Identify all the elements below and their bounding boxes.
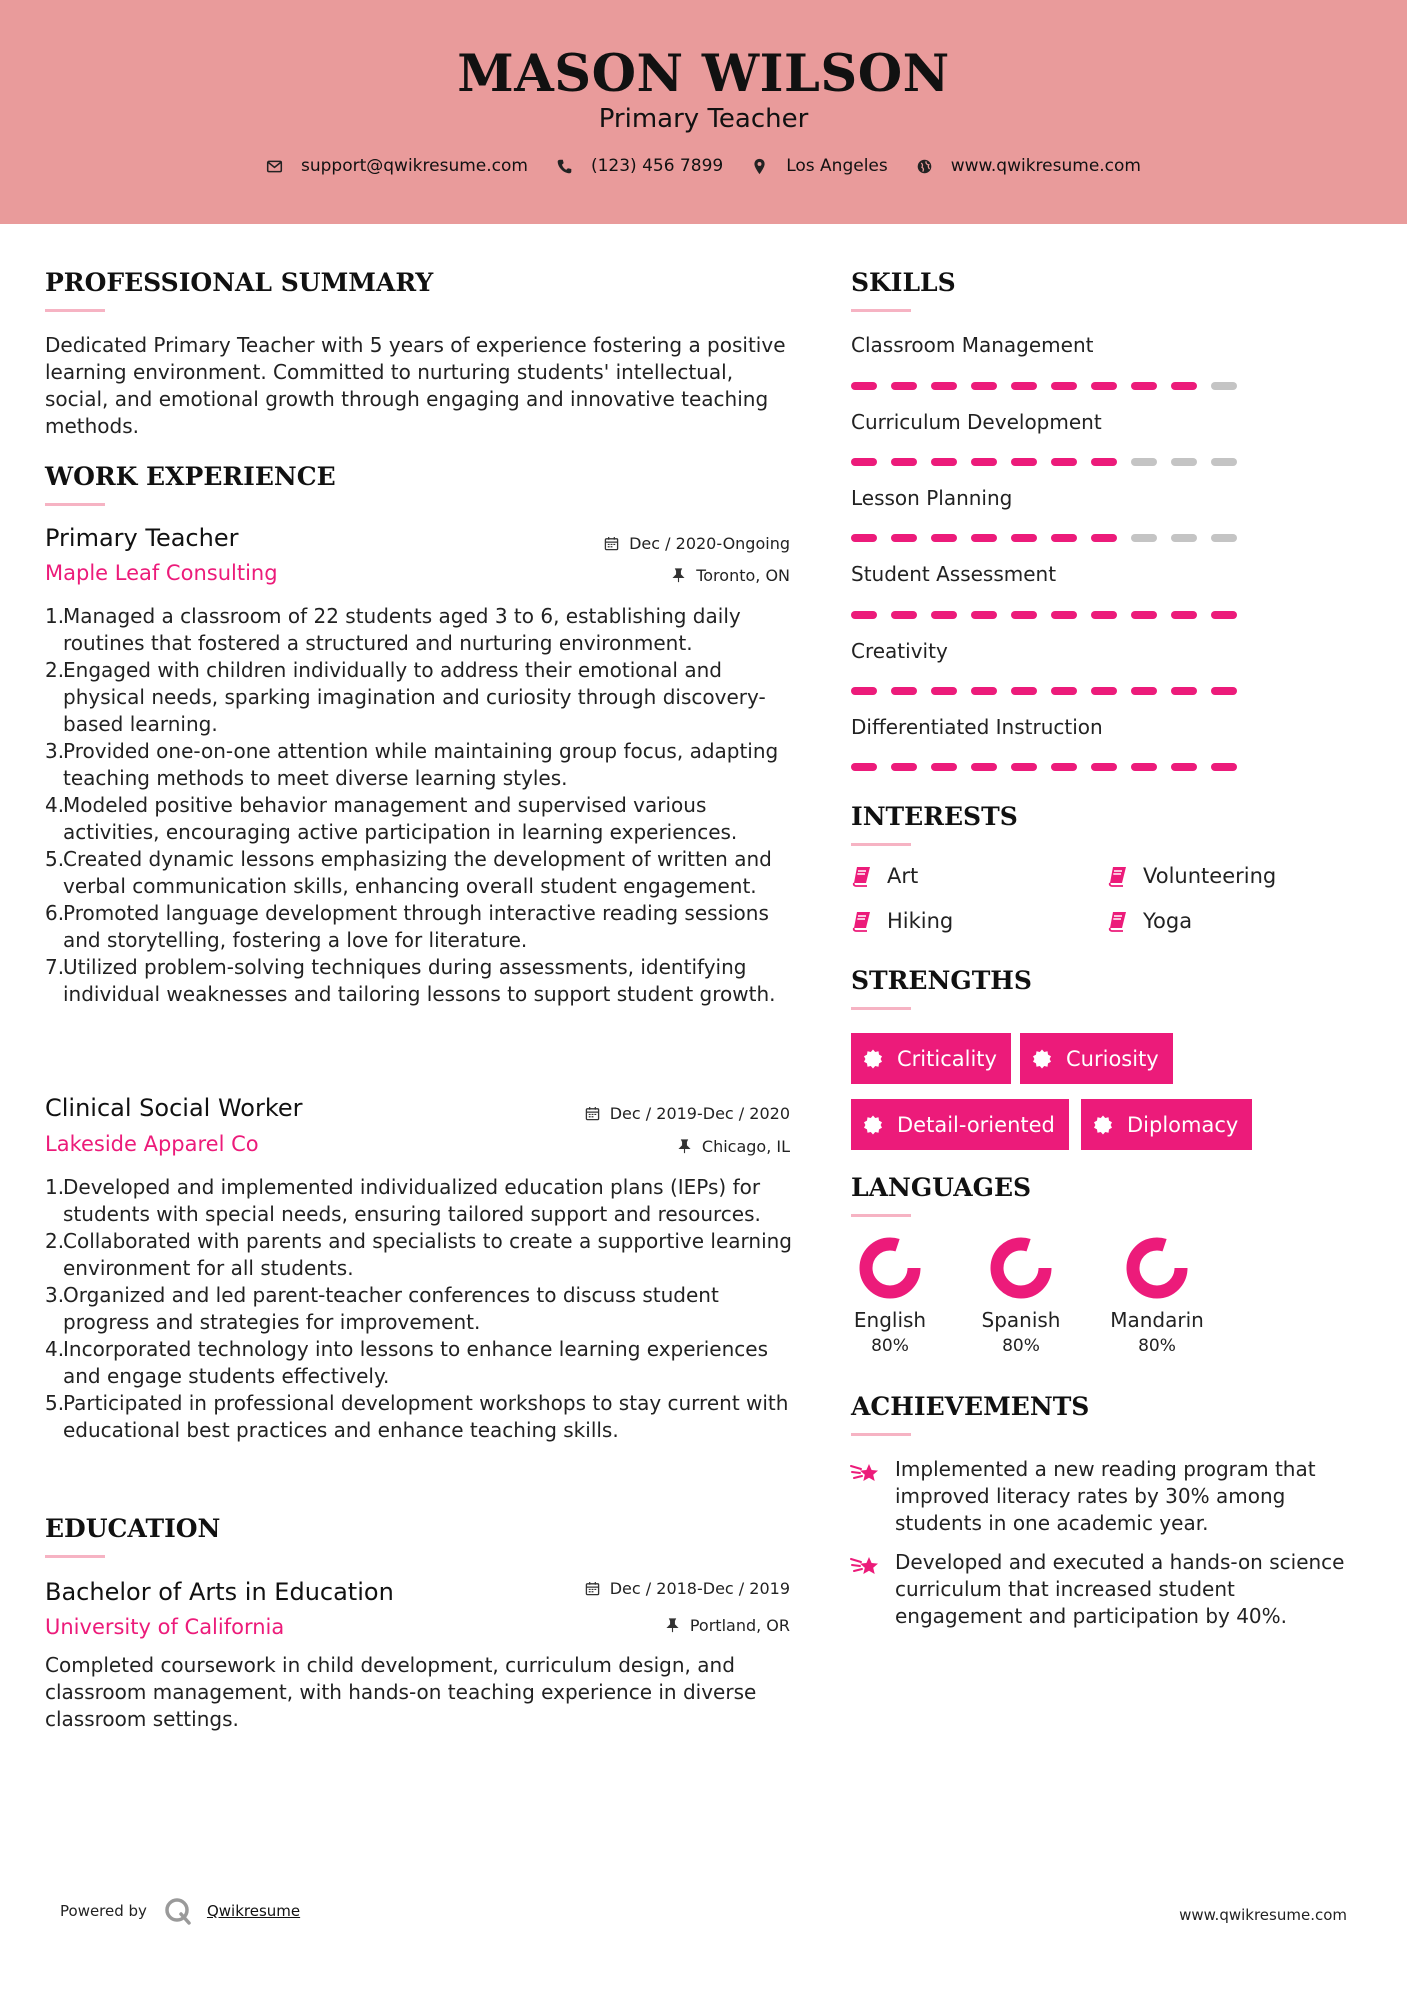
skill-segment-filled [891, 382, 917, 390]
skill-segment-filled [1131, 611, 1157, 619]
job-duties-list [45, 1174, 795, 1444]
phone-icon [556, 158, 573, 175]
list-item: 3. Provided one-on-one attention while maintaining group focus, adapting teaching methods to meet diverse learning styles. [45, 739, 779, 790]
job-location-text: Toronto, ON [696, 566, 790, 585]
languages-underline [851, 1214, 911, 1217]
pushpin-icon [677, 1139, 692, 1154]
skill-name: Student Assessment [851, 562, 1057, 586]
skill-segment-filled [1011, 458, 1037, 466]
job-company: Maple Leaf Consulting [45, 561, 278, 585]
education-date [585, 1579, 790, 1598]
phone-text: (123) 456 7899 [590, 156, 724, 176]
summary-text: Dedicated Primary Teacher with 5 years of experience fostering a positive learning environment. Committed to nurturing students' intellectual, social, and emotional growth through engaging and innovative teaching methods. [45, 333, 786, 438]
job-date [604, 534, 790, 553]
badge-icon [1093, 1115, 1113, 1135]
email-icon [266, 158, 283, 175]
footer-url[interactable]: www.qwikresume.com [1179, 1906, 1347, 1924]
skill-segment-filled [931, 687, 957, 695]
strength-tag: Criticality [851, 1033, 1011, 1084]
interest-item: Art [851, 864, 918, 888]
shooting-star-icon [849, 1458, 881, 1490]
job-role: Clinical Social Worker [45, 1094, 303, 1122]
skill-segment-filled [971, 382, 997, 390]
summary-underline [45, 309, 105, 312]
skill-segment-filled [1051, 458, 1077, 466]
interest-item: Hiking [851, 909, 953, 933]
skill-segment-filled [1091, 611, 1117, 619]
list-item: 2. Collaborated with parents and specialists to create a supportive learning environment for all students. [45, 1229, 792, 1280]
language-percent: 80% [1138, 1336, 1176, 1356]
strengths-heading: STRENGTHS [851, 966, 1032, 995]
list-item: 1. Developed and implemented individualized education plans (IEPs) for students with special needs, ensuring tailored support and resources. [45, 1175, 761, 1226]
book-icon [851, 865, 873, 887]
calendar-icon [604, 536, 619, 551]
candidate-name: MASON WILSON [457, 44, 950, 104]
list-item: 4. Modeled positive behavior management and supervised various activities, encouraging active participation in learning experiences. [45, 793, 738, 844]
skill-segment-filled [891, 458, 917, 466]
skill-segment-filled [1211, 611, 1237, 619]
education-location [665, 1616, 790, 1635]
skill-segment-filled [1051, 382, 1077, 390]
skill-segment-filled [1211, 763, 1237, 771]
job-date [585, 1104, 790, 1123]
education-school: University of California [45, 1615, 285, 1639]
skill-segment-filled [1051, 687, 1077, 695]
skill-segment-filled [1091, 687, 1117, 695]
candidate-title: Primary Teacher [598, 104, 809, 134]
achievement-text: Implemented a new reading program that improved literacy rates by 30% among students in one academic year. [895, 1457, 1316, 1535]
skill-segment-filled [891, 763, 917, 771]
education-underline [45, 1555, 105, 1558]
contact-bar [0, 156, 1407, 176]
list-item: 1. Managed a classroom of 22 students aged 3 to 6, establishing daily routines that fostered a structured and nurturing environment. [45, 604, 741, 655]
language-progress-arc [997, 1244, 1045, 1292]
job-location-text: Chicago, IL [701, 1137, 790, 1156]
list-item: 4. Incorporated technology into lessons to enhance learning experiences and engage students effectively. [45, 1337, 769, 1388]
language-progress-ring [989, 1236, 1053, 1300]
job-duties-list [45, 603, 795, 1008]
map-pin-icon [751, 158, 768, 175]
achievement-item [849, 1456, 1359, 1537]
language-percent: 80% [871, 1336, 909, 1356]
language-progress-arc [1133, 1244, 1181, 1292]
interest-item: Yoga [1107, 909, 1192, 933]
list-item: 3. Organized and led parent-teacher conferences to discuss student progress and strategies for improvement. [45, 1283, 719, 1334]
skill-segment-filled [971, 534, 997, 542]
skill-name: Differentiated Instruction [851, 715, 1103, 739]
footer-powered-by [60, 1896, 300, 1926]
language-name: English [853, 1308, 927, 1332]
skill-name: Creativity [851, 639, 948, 663]
language-progress-ring [1125, 1236, 1189, 1300]
skill-segment-empty [1211, 534, 1237, 542]
strengths-underline [851, 1007, 911, 1010]
education-degree: Bachelor of Arts in Education [45, 1578, 394, 1606]
skill-segment-filled [851, 458, 877, 466]
strength-tag: Curiosity [1020, 1033, 1173, 1084]
job-date-text: Dec / 2019-Dec / 2020 [609, 1104, 790, 1123]
email-text: support@qwikresume.com [301, 156, 528, 176]
website-text: www.qwikresume.com [950, 156, 1141, 176]
list-item: 7. Utilized problem-solving techniques during assessments, identifying individual weaknesses and tailoring lessons to support student growth. [45, 955, 776, 1006]
language-name: Mandarin [1110, 1308, 1204, 1332]
book-icon [851, 910, 873, 932]
skill-name: Curriculum Development [851, 410, 1102, 434]
qwikresume-logo-icon [163, 1896, 193, 1926]
skill-segment-filled [1011, 763, 1037, 771]
skill-segment-empty [1131, 534, 1157, 542]
skill-segment-filled [971, 763, 997, 771]
book-icon [1107, 865, 1129, 887]
achievement-text: Developed and executed a hands-on science curriculum that increased student engagement and participation by 40%. [895, 1550, 1345, 1628]
skills-underline [851, 309, 911, 312]
shooting-star-icon [849, 1551, 881, 1583]
strength-tag: Diplomacy [1081, 1099, 1252, 1150]
skill-bar [851, 382, 1237, 390]
skill-segment-filled [1091, 382, 1117, 390]
language-percent: 80% [1002, 1336, 1040, 1356]
skill-segment-filled [931, 763, 957, 771]
brand-link[interactable]: Qwikresume [206, 1902, 301, 1920]
skill-segment-filled [1011, 382, 1037, 390]
skills-heading: SKILLS [851, 268, 956, 297]
education-location-text: Portland, OR [689, 1616, 790, 1635]
skill-segment-filled [1131, 382, 1157, 390]
skill-segment-filled [971, 458, 997, 466]
skill-segment-filled [851, 382, 877, 390]
language-item [971, 1236, 1071, 1356]
skill-segment-filled [1051, 763, 1077, 771]
skill-name: Lesson Planning [851, 486, 1013, 510]
achievement-item [849, 1549, 1359, 1630]
skill-bar [851, 534, 1237, 542]
language-progress-arc [866, 1244, 914, 1292]
skill-bar [851, 687, 1237, 695]
badge-icon [863, 1115, 883, 1135]
skill-segment-filled [891, 687, 917, 695]
skill-bar [851, 611, 1237, 619]
contact-location [751, 156, 888, 176]
job-date-text: Dec / 2020-Ongoing [629, 534, 790, 553]
skill-segment-filled [931, 458, 957, 466]
skill-bar [851, 458, 1237, 466]
resume-header [0, 0, 1407, 224]
job-company: Lakeside Apparel Co [45, 1132, 259, 1156]
skill-segment-filled [1131, 763, 1157, 771]
pushpin-icon [665, 1618, 680, 1633]
skill-segment-filled [891, 611, 917, 619]
skill-segment-filled [1171, 763, 1197, 771]
language-item [1107, 1236, 1207, 1356]
skill-segment-filled [1171, 382, 1197, 390]
education-text: Completed coursework in child development, curriculum design, and classroom management, with hands-on teaching experience in diverse classroom settings. [45, 1653, 757, 1731]
skill-segment-empty [1211, 458, 1237, 466]
skill-segment-filled [971, 687, 997, 695]
contact-email[interactable] [266, 156, 528, 176]
badge-icon [863, 1049, 883, 1069]
contact-phone[interactable] [556, 156, 723, 176]
job-location [671, 566, 790, 585]
interests-underline [851, 843, 911, 846]
skill-segment-filled [851, 611, 877, 619]
skill-segment-filled [1051, 611, 1077, 619]
education-date-text: Dec / 2018-Dec / 2019 [609, 1579, 790, 1598]
skill-segment-filled [1011, 611, 1037, 619]
skill-segment-filled [1011, 534, 1037, 542]
pushpin-icon [671, 568, 686, 583]
skill-segment-filled [1171, 687, 1197, 695]
skill-segment-filled [971, 611, 997, 619]
badge-icon [1032, 1049, 1052, 1069]
skill-segment-filled [931, 611, 957, 619]
calendar-icon [585, 1581, 600, 1596]
language-item [840, 1236, 940, 1356]
powered-by-label: Powered by [60, 1902, 147, 1920]
book-icon [1107, 910, 1129, 932]
interest-item: Volunteering [1107, 864, 1276, 888]
job-role: Primary Teacher [45, 524, 239, 552]
experience-underline [45, 503, 105, 506]
skill-segment-filled [1091, 458, 1117, 466]
calendar-icon [585, 1106, 600, 1121]
skill-segment-filled [1051, 534, 1077, 542]
skill-segment-filled [1011, 687, 1037, 695]
interests-heading: INTERESTS [851, 802, 1018, 831]
skill-name: Classroom Management [851, 333, 1094, 357]
skill-bar [851, 763, 1237, 771]
skill-segment-filled [931, 534, 957, 542]
achievements-underline [851, 1433, 911, 1436]
skill-segment-filled [931, 382, 957, 390]
skill-segment-filled [1131, 687, 1157, 695]
job-location [677, 1137, 790, 1156]
skill-segment-filled [1091, 534, 1117, 542]
skill-segment-filled [851, 687, 877, 695]
list-item: 5. Created dynamic lessons emphasizing the development of written and verbal communication skills, enhancing overall student engagement. [45, 847, 772, 898]
globe-icon [916, 158, 933, 175]
skill-segment-filled [1171, 611, 1197, 619]
summary-heading: PROFESSIONAL SUMMARY [45, 268, 434, 297]
skill-segment-filled [851, 534, 877, 542]
skill-segment-filled [851, 763, 877, 771]
skill-segment-filled [1211, 687, 1237, 695]
languages-heading: LANGUAGES [851, 1173, 1032, 1202]
list-item: 6. Promoted language development through interactive reading sessions and storytelling, fostering a love for literature. [45, 901, 769, 952]
language-progress-ring [858, 1236, 922, 1300]
achievements-heading: ACHIEVEMENTS [851, 1392, 1090, 1421]
skill-segment-empty [1171, 458, 1197, 466]
education-heading: EDUCATION [45, 1514, 221, 1543]
skill-segment-filled [891, 534, 917, 542]
list-item: 2. Engaged with children individually to address their emotional and physical needs, sparking imagination and curiosity through discovery-based learning. [45, 658, 766, 736]
skill-segment-empty [1171, 534, 1197, 542]
experience-heading: WORK EXPERIENCE [45, 462, 336, 491]
list-item: 5. Participated in professional development workshops to stay current with educational best practices and enhance teaching skills. [45, 1391, 789, 1442]
skill-segment-empty [1131, 458, 1157, 466]
strength-tag: Detail-oriented [851, 1099, 1069, 1150]
location-text: Los Angeles [786, 156, 888, 176]
skill-segment-filled [1091, 763, 1117, 771]
contact-website[interactable] [916, 156, 1141, 176]
skill-segment-empty [1211, 382, 1237, 390]
language-name: Spanish [981, 1308, 1061, 1332]
